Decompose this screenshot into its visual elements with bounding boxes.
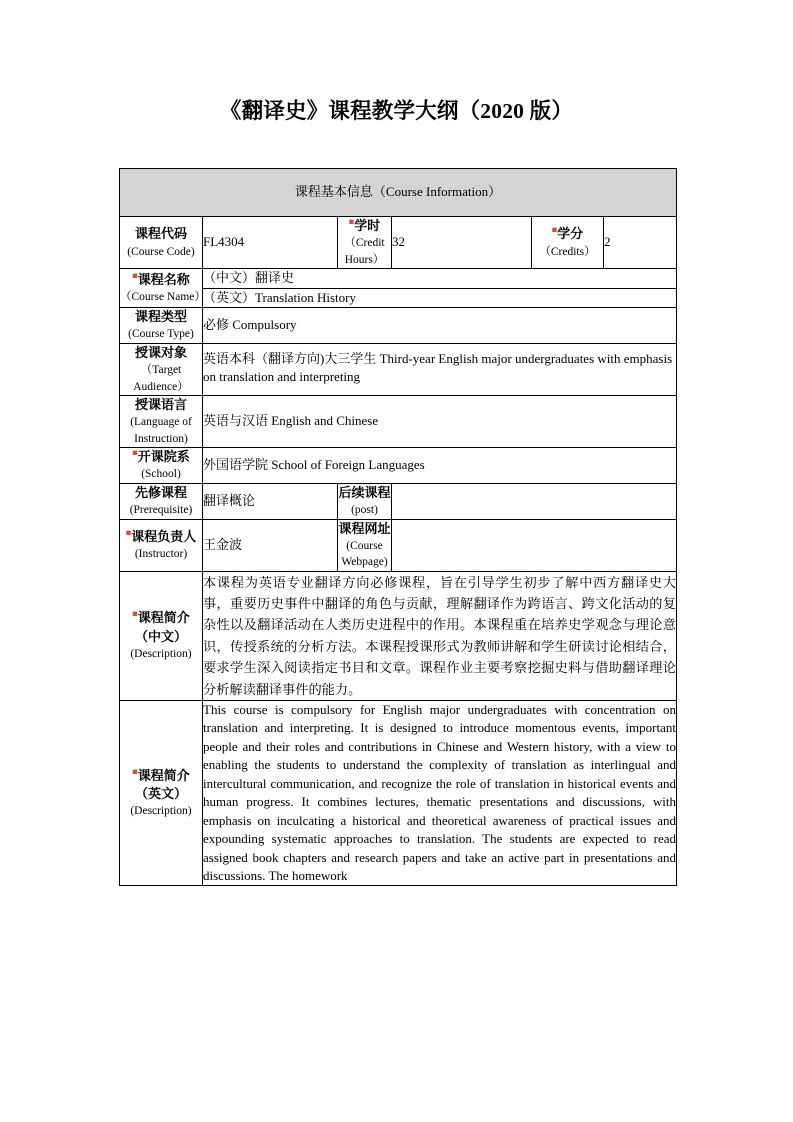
table-row-prerequisite: [120, 483, 677, 519]
label-course-name-en: （Course Name）: [120, 291, 206, 304]
label-prerequisite-cn: 先修课程: [134, 484, 187, 500]
label-description-cn: [120, 571, 203, 700]
value-description-en: This course is compulsory for English major undergraduates with concentration on translation and interpreting. It is designed to introduce momentous events, important people and their roles and contributions in Chinese and Western history, with a view to enabling the students to understand the complexity of translation as interlingual and intercultural communication, and recognize the role of translation in historical events and human progress. It combines lectures, thematic presentations and discussions, with emphasis on inculcating a historical and theoretical awareness of practical issues and expounding systematic approaches to translation. The students are expected to read assigned book chapters and research papers and take an active part in presentations and discussions. The homework: [203, 700, 677, 886]
label-course-code: [120, 217, 203, 269]
label-course-type: [120, 308, 203, 344]
required-marker-icon: ■: [132, 608, 138, 619]
label-description-en-en: (Description): [130, 805, 192, 818]
label-target-audience: [120, 343, 203, 395]
label-post-course-en: (post): [351, 504, 378, 517]
table-row-course-type: [120, 308, 677, 344]
label-credits: [532, 217, 604, 269]
table-row-instructor: [120, 519, 677, 571]
table-row-course-name-cn: [120, 269, 677, 288]
label-description-en-text: ■课程简介（英文）: [132, 766, 190, 802]
label-course-code-cn: 课程代码: [134, 226, 187, 242]
label-prerequisite: [120, 483, 203, 519]
label-language-cn: 授课语言: [134, 396, 187, 412]
label-target-audience-en: （Target Audience）: [133, 364, 189, 393]
label-prerequisite-en: (Prerequisite): [129, 504, 193, 517]
table-row-course-code: [120, 217, 677, 269]
label-course-code-en: (Course Code): [127, 245, 195, 258]
label-course-name-cn: ■课程名称: [132, 270, 190, 287]
label-instructor-cn: ■课程负责人: [125, 527, 197, 544]
label-credit-hours-en: （Credit Hours）: [344, 237, 385, 266]
label-credit-hours-cn: ■学时: [348, 216, 381, 233]
label-credits-cn: ■学分: [551, 224, 584, 242]
label-post-course-cn: 后续课程: [338, 484, 391, 500]
label-language: [120, 395, 203, 447]
value-prerequisite: 翻译概论: [203, 483, 338, 519]
table-row-school: [120, 448, 677, 484]
label-post-course: [338, 483, 392, 519]
value-course-type: 必修 Compulsory: [203, 308, 677, 344]
label-description-cn-text: ■课程简介（中文）: [132, 608, 190, 644]
table-header-cell: 课程基本信息（Course Information）: [120, 169, 677, 217]
label-description-en: [120, 700, 203, 886]
label-description-cn-en: (Description): [130, 648, 192, 661]
label-course-webpage-en: (Course Webpage): [341, 540, 388, 569]
table-row-language: [120, 395, 677, 447]
label-school: [120, 448, 203, 484]
value-target-audience: 英语本科（翻译方向)大三学生 Third-year English major undergraduates with emphasis on translation and interpreting: [203, 343, 677, 395]
required-marker-icon: ■: [132, 270, 138, 281]
label-course-type-cn: 课程类型: [134, 309, 187, 325]
value-post-course: [392, 483, 677, 519]
required-marker-icon: ■: [348, 216, 355, 227]
value-credit-hours: 32: [392, 217, 532, 269]
label-instructor-en: (Instructor): [134, 548, 188, 561]
label-course-webpage-cn: 课程网址: [338, 520, 391, 536]
label-credit-hours: [338, 217, 392, 269]
value-instructor: 王金波: [203, 519, 338, 571]
value-course-name-cn: （中文）翻译史: [203, 269, 677, 288]
table-header-row: [120, 169, 677, 217]
value-school: 外国语学院 School of Foreign Languages: [203, 448, 677, 484]
required-marker-icon: ■: [132, 766, 138, 777]
value-description-cn: 本课程为英语专业翻译方向必修课程，旨在引导学生初步了解中西方翻译史大事，重要历史事件中翻译的角色与贡献，理解翻译作为跨语言、跨文化活动的复杂性以及翻译活动在人类历史进程中的作用。本课程重在培养史学观念与理论意识，传授系统的分析方法。本课程授课形式为教师讲解和学生研读讨论相结合，要求学生深入阅读指定书目和文章。课程作业主要考察挖掘史料与借助翻译理论分析解读翻译事件的能力。: [203, 571, 677, 700]
label-credits-en: （Credits）: [539, 245, 596, 258]
course-information-table: [119, 168, 677, 886]
label-instructor: [120, 519, 203, 571]
value-course-code: FL4304: [203, 217, 338, 269]
required-marker-icon: ■: [132, 447, 138, 458]
label-course-name: [120, 269, 206, 308]
value-course-name-en: （英文）Translation History: [203, 288, 677, 307]
required-marker-icon: ■: [125, 527, 132, 538]
table-row-course-name-en: [120, 288, 677, 307]
label-school-en: (School): [141, 468, 181, 481]
table-row-description-en: [120, 700, 677, 886]
page-title: 《翻译史》课程教学大纲（2020 版）: [219, 99, 574, 123]
label-course-webpage: [338, 519, 392, 571]
label-language-en: (Language of Instruction): [130, 416, 192, 445]
table-row-target-audience: [120, 343, 677, 395]
required-marker-icon: ■: [551, 224, 558, 235]
label-target-audience-cn: 授课对象: [134, 344, 187, 360]
label-course-type-en: (Course Type): [128, 328, 194, 341]
label-school-cn: ■开课院系: [132, 447, 190, 465]
table-row-description-cn: [120, 571, 677, 700]
value-language: 英语与汉语 English and Chinese: [203, 395, 677, 447]
value-course-webpage: [392, 519, 677, 571]
value-credits: 2: [604, 217, 677, 269]
